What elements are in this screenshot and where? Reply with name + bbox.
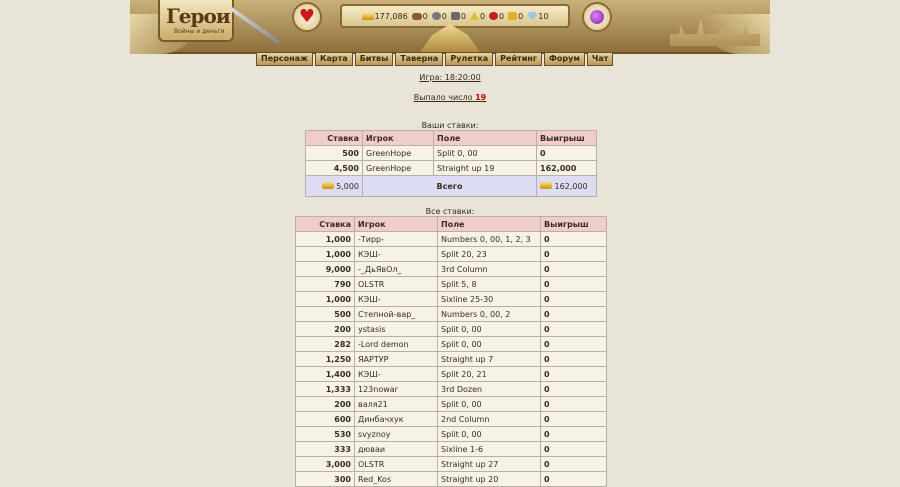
field-cell: 3rd Column (438, 262, 541, 277)
main-nav (256, 52, 613, 66)
nav-roulette[interactable]: Рулетка (445, 52, 493, 66)
win-cell: 0 (541, 382, 607, 397)
total-label: Всего (363, 176, 537, 197)
resource-wood: 0 (412, 12, 428, 21)
col-win: Выигрыш (541, 217, 607, 232)
player-cell[interactable]: svyznoy (355, 427, 438, 442)
table-row (296, 307, 607, 322)
win-cell: 0 (541, 457, 607, 472)
bet-cell: 600 (296, 412, 355, 427)
table-header-row (296, 217, 607, 232)
crystal-icon (489, 12, 498, 20)
player-cell[interactable]: -Тирр- (355, 232, 438, 247)
gold-icon (540, 182, 552, 189)
col-bet: Ставка (306, 131, 363, 146)
logo-subtitle: Войны и деньги (174, 28, 225, 35)
field-cell: Numbers 0, 00, 1, 2, 3 (438, 232, 541, 247)
wood-icon (412, 13, 422, 20)
player-cell[interactable]: ystasis (355, 322, 438, 337)
table-row (296, 247, 607, 262)
field-cell: Sixline 1-6 (438, 442, 541, 457)
game-link[interactable]: Игра: 18:20:00 (419, 73, 481, 82)
nav-tavern[interactable]: Таверна (395, 52, 443, 66)
player-cell[interactable]: КЭШ- (355, 247, 438, 262)
logo[interactable] (158, 0, 234, 42)
player-cell[interactable]: ЯАРТУР (355, 352, 438, 367)
win-cell: 0 (541, 367, 607, 382)
nav-character[interactable]: Персонаж (256, 52, 313, 66)
game-line (0, 73, 900, 82)
resource-ore: 0 (432, 12, 447, 21)
field-cell: Straight up 27 (438, 457, 541, 472)
col-player: Игрок (363, 131, 434, 146)
bet-cell: 1,000 (296, 292, 355, 307)
win-cell: 0 (541, 442, 607, 457)
table-row (296, 352, 607, 367)
field-cell: Split 5, 8 (438, 277, 541, 292)
table-row (296, 262, 607, 277)
table-row (296, 412, 607, 427)
field-cell: Numbers 0, 00, 2 (438, 307, 541, 322)
field-cell: Split 0, 00 (438, 322, 541, 337)
table-row (296, 442, 607, 457)
table-row: 500 GreenHope Split 0, 00 0 (306, 146, 597, 161)
win-cell: 0 (541, 337, 607, 352)
bet-cell: 1,000 (296, 232, 355, 247)
resource-diamond: 10 (527, 12, 548, 21)
your-bets-caption: Ваши ставки: (421, 121, 479, 130)
logo-title: Герои (166, 4, 230, 28)
bet-cell: 1,333 (296, 382, 355, 397)
nav-rating[interactable]: Рейтинг (495, 52, 542, 66)
table-row (296, 427, 607, 442)
win-cell: 0 (541, 262, 607, 277)
nav-map[interactable]: Карта (315, 52, 353, 66)
table-row (296, 382, 607, 397)
total-bet: 5,000 (306, 176, 363, 197)
field-cell: Split 0, 00 (438, 427, 541, 442)
total-win: 162,000 (537, 176, 597, 197)
field-cell: 3rd Dozen (438, 382, 541, 397)
table-header-row (306, 131, 597, 146)
sulfur-icon (470, 12, 479, 20)
player-cell[interactable]: Степной-вар_ (355, 307, 438, 322)
player-cell[interactable]: -Lord demon (355, 337, 438, 352)
total-row (306, 176, 597, 197)
table-row (296, 232, 607, 247)
player-cell[interactable]: КЭШ- (355, 292, 438, 307)
diamond-icon (527, 12, 537, 20)
col-bet: Ставка (296, 217, 355, 232)
gold-icon (322, 182, 334, 189)
win-cell: 0 (541, 277, 607, 292)
result-prefix: Выпало число (413, 93, 473, 102)
player-cell[interactable]: дюваи (355, 442, 438, 457)
potion-icon (590, 10, 604, 24)
win-cell: 0 (541, 307, 607, 322)
player-cell[interactable]: КЭШ- (355, 367, 438, 382)
gold-icon (362, 13, 374, 20)
bet-cell: 790 (296, 277, 355, 292)
field-cell: Straight up 7 (438, 352, 541, 367)
field-cell: 2nd Column (438, 412, 541, 427)
col-win: Выигрыш (537, 131, 597, 146)
all-bets-caption: Все ставки: (425, 207, 475, 216)
win-cell: 0 (541, 322, 607, 337)
col-field: Поле (434, 131, 537, 146)
table-row (296, 367, 607, 382)
resource-mercury: 0 (451, 12, 466, 21)
table-row (296, 397, 607, 412)
table-row (296, 472, 607, 487)
bet-cell: 500 (296, 307, 355, 322)
nav-chat[interactable]: Чат (587, 52, 614, 66)
bet-cell: 200 (296, 322, 355, 337)
resource-gems: 0 (508, 12, 523, 21)
col-field: Поле (438, 217, 541, 232)
resource-bar (340, 4, 570, 28)
table-row (296, 277, 607, 292)
table-row (296, 322, 607, 337)
player-cell[interactable]: валя21 (355, 397, 438, 412)
table-row: 4,500 GreenHope Straight up 19 162,000 (306, 161, 597, 176)
bet-cell: 282 (296, 337, 355, 352)
game-header (130, 0, 770, 68)
bet-cell: 333 (296, 442, 355, 457)
all-bets-table (295, 216, 607, 487)
field-cell: Split 0, 00 (438, 337, 541, 352)
resource-sulfur: 0 (470, 12, 485, 21)
col-player: Игрок (355, 217, 438, 232)
bet-cell: 200 (296, 397, 355, 412)
win-cell: 0 (541, 292, 607, 307)
field-cell: Split 20, 23 (438, 247, 541, 262)
field-cell: Sixline 25-30 (438, 292, 541, 307)
field-cell: Split 0, 00 (438, 397, 541, 412)
bet-cell: 1,400 (296, 367, 355, 382)
bet-cell: 9,000 (296, 262, 355, 277)
win-cell: 0 (541, 412, 607, 427)
heart-icon: ♥ (298, 6, 316, 27)
win-cell: 0 (541, 472, 607, 487)
resource-crystal: 0 (489, 12, 504, 21)
player-cell[interactable]: OLSTR (355, 457, 438, 472)
your-bets-table (305, 130, 597, 197)
win-cell: 0 (541, 247, 607, 262)
bet-cell: 1,250 (296, 352, 355, 367)
bet-cell: 3,000 (296, 457, 355, 472)
table-row (296, 337, 607, 352)
table-row (296, 292, 607, 307)
bet-cell: 1,000 (296, 247, 355, 262)
win-cell: 0 (541, 397, 607, 412)
result-number: 19 (475, 93, 487, 102)
gems-icon (508, 12, 517, 20)
win-cell: 0 (541, 427, 607, 442)
win-cell: 0 (541, 352, 607, 367)
table-row (296, 457, 607, 472)
bet-cell: 300 (296, 472, 355, 487)
bet-cell: 530 (296, 427, 355, 442)
ore-icon (432, 12, 441, 20)
win-cell: 0 (541, 232, 607, 247)
resource-gold: 177,086 (362, 12, 408, 21)
nav-battles[interactable]: Битвы (355, 52, 394, 66)
field-cell: Straight up 20 (438, 472, 541, 487)
health-button[interactable] (292, 2, 322, 32)
result-link[interactable] (414, 93, 487, 102)
nav-forum[interactable]: Форум (544, 52, 585, 66)
player-cell[interactable]: 123nowar (355, 382, 438, 397)
mercury-icon (451, 12, 460, 20)
player-cell[interactable]: -_ДьЯвОл_ (355, 262, 438, 277)
player-cell[interactable]: Динбачхук (355, 412, 438, 427)
player-cell[interactable]: OLSTR (355, 277, 438, 292)
player-cell[interactable]: Red_Kos (355, 472, 438, 487)
result-line (0, 93, 900, 102)
mana-button[interactable] (582, 2, 612, 32)
field-cell: Split 20, 21 (438, 367, 541, 382)
